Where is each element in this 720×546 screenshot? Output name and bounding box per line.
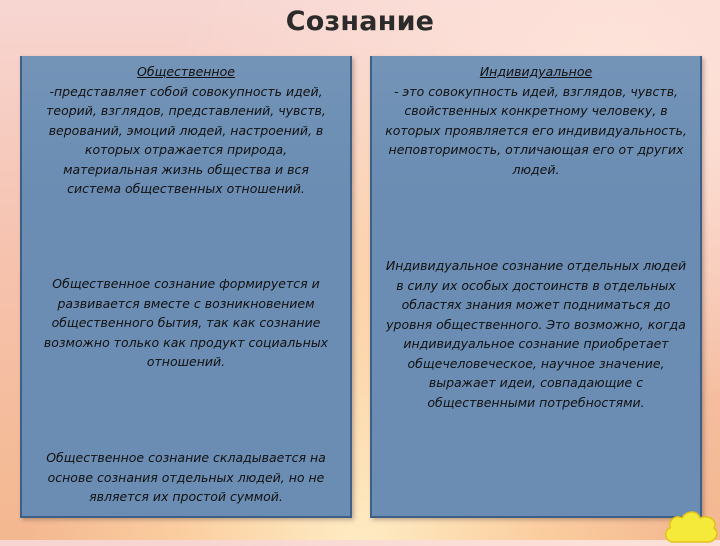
column-individual-consciousness — [370, 56, 702, 518]
public-composition-block — [22, 448, 350, 507]
individual-definition-text: - это совокупность идей, взглядов, чувств, свойственных конкретному человеку, в которых проявляется его индивидуальность, неповторимость, отличающая его от других людей. — [385, 83, 687, 177]
public-definition-block — [22, 62, 350, 199]
public-definition-text: -представляет собой совокупность идей, теорий, взглядов, представлений, чувств, верований, эмоций людей, настроений, в которых отражается природа, материальная жизнь общества и вся система общественных отношений. — [46, 83, 326, 196]
individual-elevation-block — [372, 256, 700, 412]
individual-heading: Индивидуальное — [479, 64, 593, 79]
public-composition-text: Общественное сознание складывается на основе сознания отдельных людей, но не является их простой суммой. — [46, 450, 326, 504]
individual-definition-block — [372, 62, 700, 179]
public-heading: Общественное — [137, 64, 235, 79]
sun-blob-icon — [660, 506, 720, 546]
public-formation-block — [22, 274, 350, 372]
individual-elevation-text: Индивидуальное сознание отдельных людей в силу их особых достоинств в отдельных областях знания может подниматься до уровня общественного. Это возможно, когда индивидуальное сознание приобретает общечеловеческое, научное значение, выражает идеи, совпадающие с общественными потребностями. — [385, 258, 687, 410]
slide-title: Сознание — [285, 6, 435, 37]
public-formation-text: Общественное сознание формируется и развивается вместе с возникновением общественного бытия, так как сознание возможно только как продукт социальных отношений. — [43, 276, 329, 369]
column-public-consciousness — [20, 56, 352, 518]
